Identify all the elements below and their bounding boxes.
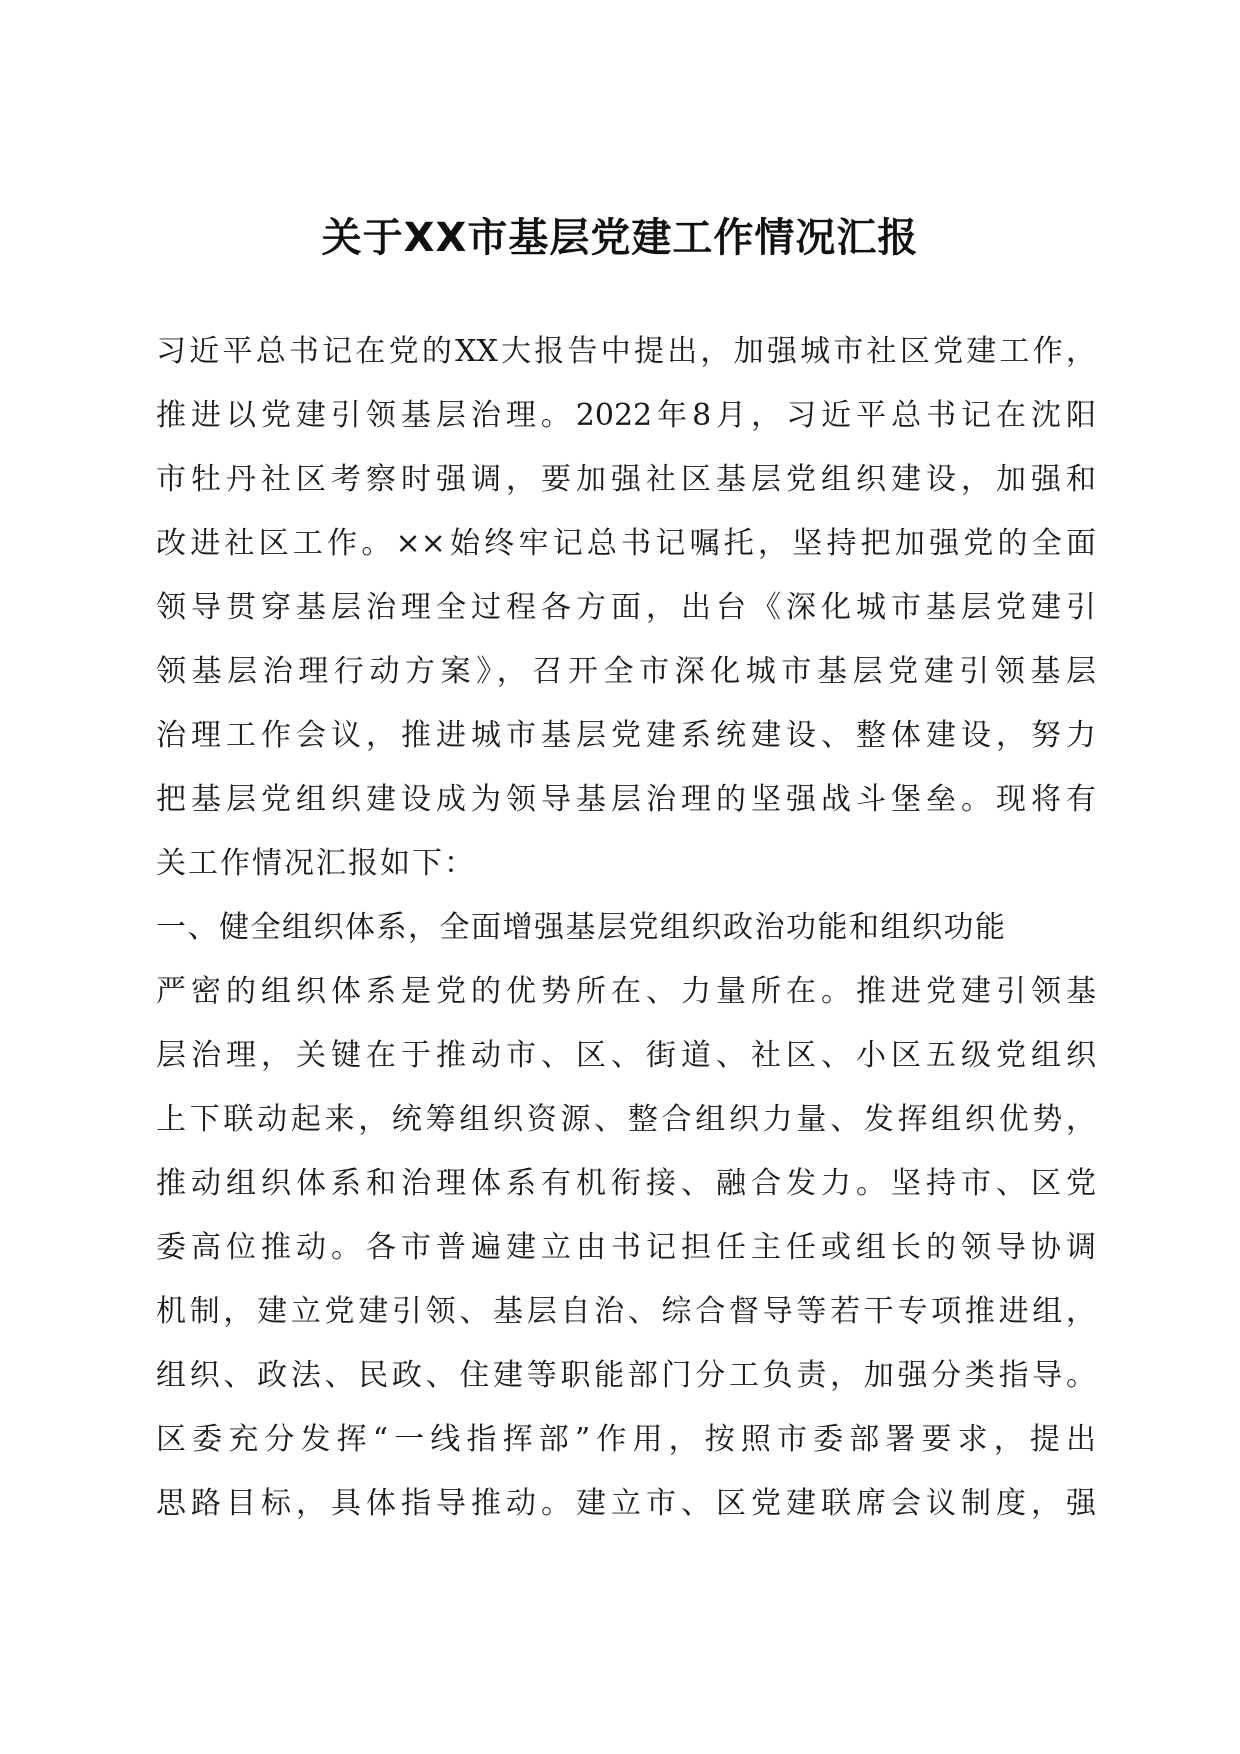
paragraph-line: 委高位推动。各市普遍建立由书记担任主任或组长的领导协调: [156, 1230, 1096, 1265]
paragraph-line: 推进以党建引领基层治理。2022年8月，习近平总书记在沈阳: [156, 398, 1096, 433]
section-heading: 一、健全组织体系，全面增强基层党组织政治功能和组织功能: [156, 910, 1007, 945]
paragraph-line: 组织、政法、民政、住建等职能部门分工负责，加强分类指导。: [156, 1358, 1096, 1393]
paragraph-line: 层治理，关键在于推动市、区、街道、社区、小区五级党组织: [156, 1038, 1096, 1073]
paragraph-line: 推动组织体系和治理体系有机衔接、融合发力。坚持市、区党: [156, 1166, 1096, 1201]
paragraph-line: 市牡丹社区考察时强调，要加强社区基层党组织建设，加强和: [156, 462, 1096, 497]
paragraph-line: 上下联动起来，统筹组织资源、整合组织力量、发挥组织优势，: [156, 1102, 1096, 1137]
paragraph-line: 严密的组织体系是党的优势所在、力量所在。推进党建引领基: [156, 974, 1096, 1009]
paragraph-line: 领基层治理行动方案》，召开全市深化城市基层党建引领基层: [156, 654, 1096, 689]
paragraph-line: 习近平总书记在党的XX大报告中提出，加强城市社区党建工作，: [156, 334, 1096, 369]
paragraph-line: 领导贯穿基层治理全过程各方面，出台《深化城市基层党建引: [156, 590, 1096, 625]
paragraph-line: 关工作情况汇报如下：: [156, 846, 476, 881]
paragraph-line: 治理工作会议，推进城市基层党建系统建设、整体建设，努力: [156, 718, 1096, 753]
paragraph-line: 机制，建立党建引领、基层自治、综合督导等若干专项推进组，: [156, 1294, 1096, 1329]
paragraph-line: 区委充分发挥“一线指挥部”作用，按照市委部署要求，提出: [156, 1422, 1096, 1457]
document-title: 关于XX市基层党建工作情况汇报: [321, 215, 919, 261]
document-body: [156, 320, 1096, 1536]
paragraph-line: 思路目标，具体指导推动。建立市、区党建联席会议制度，强: [156, 1486, 1096, 1521]
paragraph-line: 把基层党组织建设成为领导基层治理的坚强战斗堡垒。现将有: [156, 782, 1096, 817]
paragraph-line: 改进社区工作。××始终牢记总书记嘱托，坚持把加强党的全面: [156, 526, 1096, 561]
